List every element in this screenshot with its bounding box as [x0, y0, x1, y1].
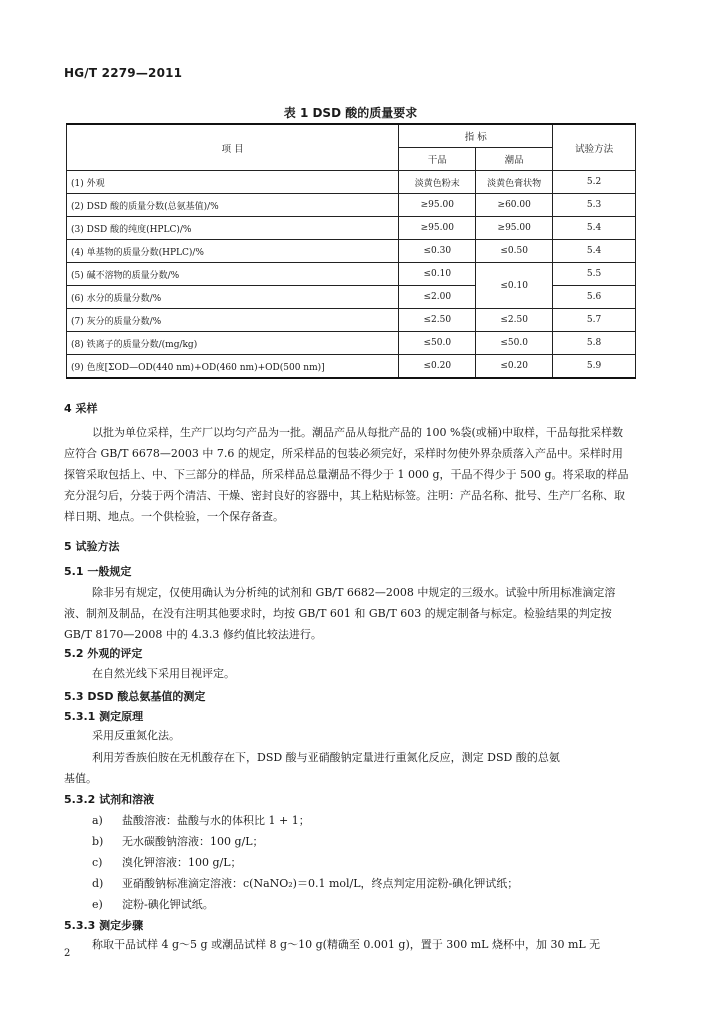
row-dry: 淡黄色粉末 [399, 171, 476, 194]
table-row [67, 240, 636, 263]
reagent-item [92, 833, 264, 849]
reagent-item [92, 896, 214, 912]
row-method: 5.4 [553, 240, 636, 263]
row-item: (3) DSD 酸的纯度(HPLC)/% [67, 217, 399, 240]
row-wet: ≥60.00 [476, 194, 553, 217]
header-dry: 干品 [399, 148, 476, 171]
page-number: 2 [64, 948, 71, 959]
reagent-item [92, 854, 242, 870]
row-dry: ≤2.50 [399, 309, 476, 332]
row-wet: ≤0.10 [476, 263, 553, 309]
row-item: (9) 色度[ΣOD—OD(440 nm)+OD(460 nm)+OD(500 nm)] [67, 355, 399, 379]
principle-line-2: 利用芳香族伯胺在无机酸存在下，DSD 酸与亚硝酸钠定量进行重氮化反应，测定 DSD 酸的总氨 [92, 751, 560, 764]
table-row [67, 355, 636, 379]
section-5-2-title: 5.2 外观的评定 [64, 647, 143, 660]
table-row [67, 309, 636, 332]
section-5-3-1-title: 5.3.1 测定原理 [64, 710, 144, 723]
principle-line-1: 采用反重氮化法。 [92, 729, 180, 742]
row-method: 5.5 [553, 263, 636, 286]
section-5-3-title: 5.3 DSD 酸总氨基值的测定 [64, 690, 206, 703]
reagent-text: 淀粉-碘化钾试纸。 [122, 898, 214, 911]
row-method: 5.3 [553, 194, 636, 217]
row-dry: ≤0.20 [399, 355, 476, 379]
table-row [67, 217, 636, 240]
reagent-key: b) [92, 835, 104, 848]
row-method: 5.2 [553, 171, 636, 194]
section-5-1-paragraph: 除非另有规定，仅使用确认为分析纯的试剂和 GB/T 6682—2008 中规定的三级水。试验中所用标准滴定溶液、制剂及制品，在没有注明其他要求时，均按 GB/T 601 和 GB/T 603 的规定制备与标定。检验结果的判定按 GB/T 8170—2008 中的 4.3.3 修约值比较法进行。 [64, 586, 616, 641]
quality-requirements-table [66, 123, 636, 379]
row-item: (8) 铁离子的质量分数/(mg/kg) [67, 332, 399, 355]
table-caption: 表 1 DSD 酸的质量要求 [283, 106, 418, 120]
row-wet: ≤0.50 [476, 240, 553, 263]
row-wet: ≤0.20 [476, 355, 553, 379]
section-5-1-title: 5.1 一般规定 [64, 565, 132, 578]
reagent-text: 溴化钾溶液：100 g/L； [122, 856, 242, 869]
reagent-item [92, 812, 310, 828]
row-dry: ≥95.00 [399, 194, 476, 217]
section-4-paragraph: 以批为单位采样，生产厂以均匀产品为一批。潮品产品从每批产品的 100 %袋(或桶)中取样，干品每批采样数应符合 GB/T 6678—2003 中 7.6 的规定，所采样品的包装必须完好，采样时勿使外界杂质落入产品中。采样时用探管采取包括上、中、下三部分的样品，所采样品总量潮品不得少于 1 000 g，干品不得少于 500 g。将采取的样品充分混匀后，分装于两个清洁、干燥、密封良好的容器中，其上粘贴标签。注明：产品名称、批号、生产厂名称、取样日期、地点。一个供检验，一个保存备查。 [64, 426, 629, 523]
row-dry: ≤50.0 [399, 332, 476, 355]
table-row [67, 194, 636, 217]
row-wet: ≤50.0 [476, 332, 553, 355]
standard-number: HG/T 2279—2011 [64, 66, 183, 80]
table-row [67, 263, 636, 286]
row-method: 5.7 [553, 309, 636, 332]
row-item: (5) 碱不溶物的质量分数/% [67, 263, 399, 286]
principle-line-3: 基值。 [64, 772, 97, 785]
header-item: 项 目 [67, 124, 399, 171]
header-wet: 潮品 [476, 148, 553, 171]
row-item: (4) 单基物的质量分数(HPLC)/% [67, 240, 399, 263]
reagent-key: d) [92, 877, 104, 890]
row-method: 5.6 [553, 286, 636, 309]
reagent-text: 盐酸溶液：盐酸与水的体积比 1 + 1； [122, 814, 310, 827]
row-dry: ≥95.00 [399, 217, 476, 240]
row-wet: ≤2.50 [476, 309, 553, 332]
reagent-key: a) [92, 814, 103, 827]
row-wet: 淡黄色膏状物 [476, 171, 553, 194]
reagent-key: e) [92, 898, 103, 911]
procedure-line-1: 称取干品试样 4 g～5 g 或潮品试样 8 g～10 g(精确至 0.001 g)，置于 300 mL 烧杯中，加 30 mL 无 [92, 938, 601, 951]
section-5-2-text: 在自然光线下采用目视评定。 [92, 667, 235, 680]
reagent-text: 亚硝酸钠标准滴定溶液：c(NaNO₂)＝0.1 mol/L，终点判定用淀粉-碘化钾试纸； [122, 877, 519, 890]
table-row [67, 332, 636, 355]
row-item: (7) 灰分的质量分数/% [67, 309, 399, 332]
table-row [67, 171, 636, 194]
row-wet: ≥95.00 [476, 217, 553, 240]
row-method: 5.8 [553, 332, 636, 355]
header-method: 试验方法 [553, 124, 636, 171]
row-method: 5.4 [553, 217, 636, 240]
row-dry: ≤0.10 [399, 263, 476, 286]
row-method: 5.9 [553, 355, 636, 379]
row-dry: ≤0.30 [399, 240, 476, 263]
section-4-title: 4 采样 [64, 402, 98, 415]
section-5-3-3-title: 5.3.3 测定步骤 [64, 919, 144, 932]
section-5-title: 5 试验方法 [64, 540, 120, 553]
row-item: (2) DSD 酸的质量分数(总氨基值)/% [67, 194, 399, 217]
row-dry: ≤2.00 [399, 286, 476, 309]
reagent-key: c) [92, 856, 103, 869]
row-item: (1) 外观 [67, 171, 399, 194]
reagent-text: 无水碳酸钠溶液：100 g/L； [122, 835, 264, 848]
reagent-item [92, 875, 518, 891]
header-indicator: 指 标 [399, 124, 553, 148]
section-5-3-2-title: 5.3.2 试剂和溶液 [64, 793, 155, 806]
row-item: (6) 水分的质量分数/% [67, 286, 399, 309]
